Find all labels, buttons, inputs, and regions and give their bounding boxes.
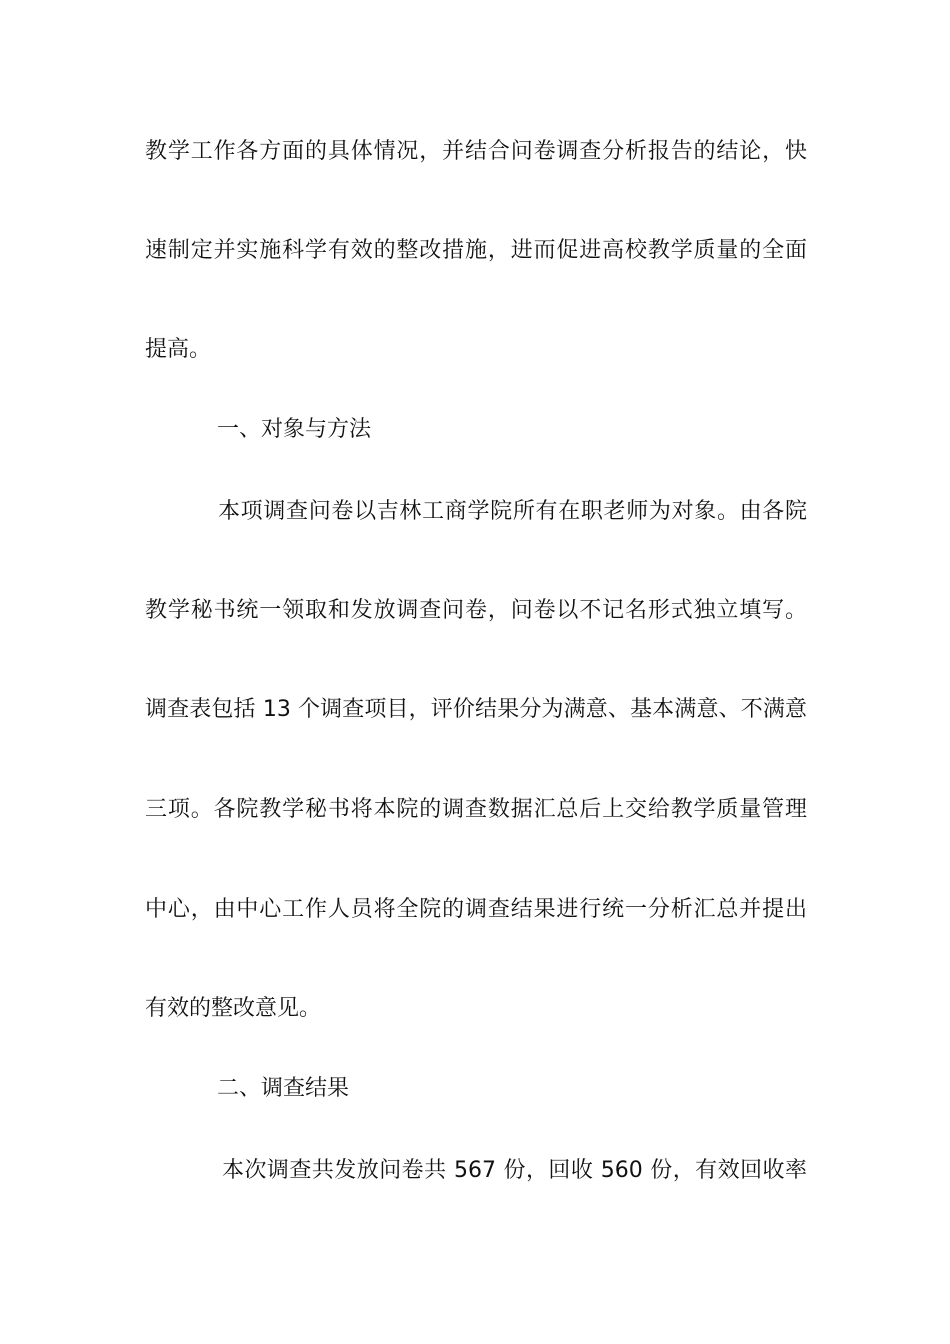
section-2-line-1: 本次调查共发放问卷共 567 份，回收 560 份，有效回收率 bbox=[222, 1158, 807, 1183]
intro-line-2: 速制定并实施科学有效的整改措施，进而促进高校教学质量的全面 bbox=[145, 238, 807, 263]
section-1-line-1: 本项调查问卷以吉林工商学院所有在职老师为对象。由各院 bbox=[218, 499, 807, 524]
section-1-line-3: 调查表包括 13 个调查项目，评价结果分为满意、基本满意、不满意 bbox=[145, 697, 807, 722]
section-1-line-5: 中心，由中心工作人员将全院的调查结果进行统一分析汇总并提出 bbox=[145, 897, 807, 922]
intro-line-1: 教学工作各方面的具体情况，并结合问卷调查分析报告的结论，快 bbox=[145, 139, 807, 164]
section-1-line-6: 有效的整改意见。 bbox=[145, 996, 322, 1021]
intro-line-3: 提高。 bbox=[145, 337, 212, 362]
section-2-heading: 二、调查结果 bbox=[217, 1076, 350, 1101]
section-1-line-4: 三项。各院教学秘书将本院的调查数据汇总后上交给教学质量管理 bbox=[145, 797, 807, 822]
section-1-heading: 一、对象与方法 bbox=[217, 417, 372, 442]
section-1-line-2: 教学秘书统一领取和发放调查问卷，问卷以不记名形式独立填写。 bbox=[145, 598, 807, 623]
